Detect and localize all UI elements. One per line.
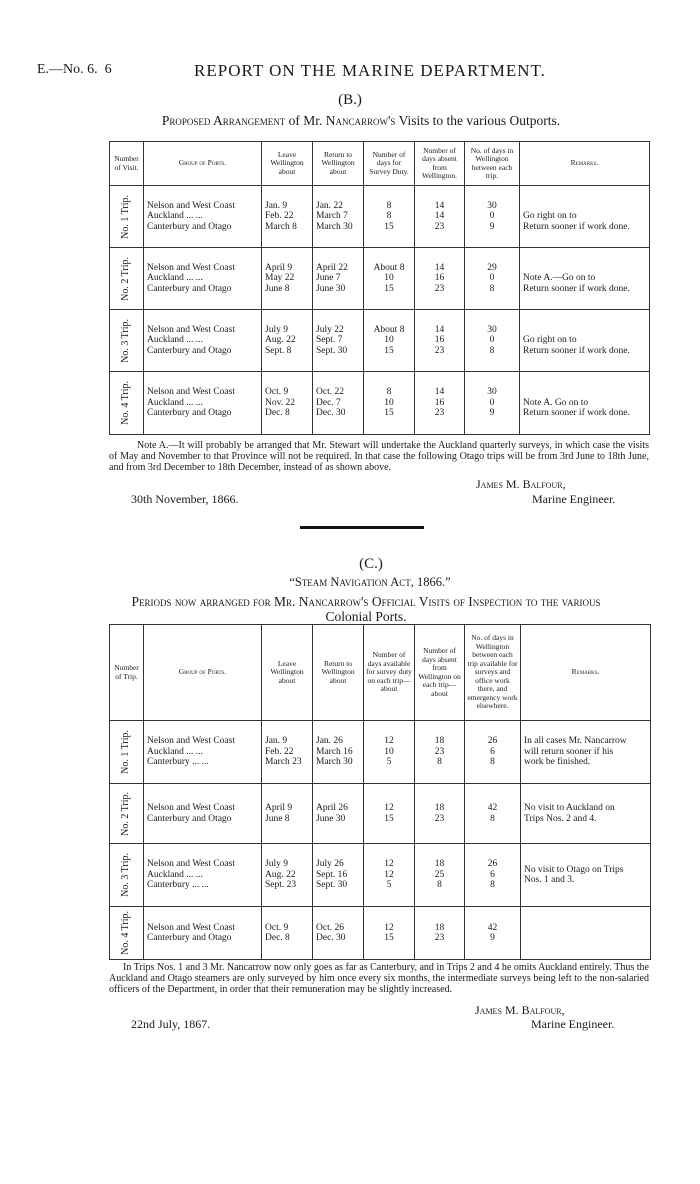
cell-absent <box>415 310 465 372</box>
cell-absent <box>415 784 465 844</box>
cell-between <box>465 907 521 960</box>
cell-survey <box>364 186 415 248</box>
return-line: March 7 <box>316 211 348 222</box>
ports-line: Nelson and West Coast <box>147 200 235 211</box>
ports-line: Canterbury and Otago <box>147 345 232 356</box>
cell-leave <box>262 186 313 248</box>
leave-line: Jan. 9 <box>265 736 288 747</box>
heading-part: of Mr. <box>288 113 323 128</box>
leave-line: July 9 <box>265 859 288 870</box>
cell-between <box>465 186 520 248</box>
absent-line: 14 <box>434 211 445 222</box>
cell-return <box>313 310 364 372</box>
survey-line: About 8 <box>373 262 405 273</box>
absent-line: 18 <box>434 859 445 870</box>
remarks-line <box>523 201 646 212</box>
cell-return <box>313 372 364 435</box>
column-header: Number of days absent from Wellington. <box>415 142 465 186</box>
leave-line: April 9 <box>265 262 293 273</box>
survey-line: 12 <box>384 736 394 747</box>
ports-line: Nelson and West Coast <box>147 387 235 398</box>
cell-ports <box>144 721 262 784</box>
survey-line: 15 <box>384 933 394 943</box>
column-header: Number of Trip. <box>110 625 144 721</box>
survey-line: 12 <box>384 922 394 933</box>
absent-line: 16 <box>434 335 445 346</box>
return-line: March 30 <box>316 757 353 768</box>
survey-line: 8 <box>386 200 392 211</box>
return-line: Sept. 16 <box>316 869 348 880</box>
table-row <box>110 844 651 907</box>
column-header: Remarks. <box>521 625 651 721</box>
between-line: 9 <box>490 933 495 943</box>
cell-return <box>313 248 364 310</box>
absent-line: 8 <box>437 757 442 768</box>
ports-line: Nelson and West Coast <box>147 922 235 933</box>
remarks-line: Go right on to <box>523 335 577 346</box>
return-line: July 22 <box>316 324 344 335</box>
cell-survey <box>364 310 415 372</box>
separator-rule <box>300 526 424 529</box>
cell-survey <box>364 372 415 435</box>
absent-line: 23 <box>434 221 445 232</box>
cell-survey <box>364 721 415 784</box>
cell-return <box>313 784 364 844</box>
cell-survey <box>364 248 415 310</box>
remarks-line <box>524 933 647 944</box>
between-line: 29 <box>487 262 497 273</box>
survey-line: 15 <box>384 813 394 824</box>
table-row <box>110 186 650 248</box>
survey-line: 5 <box>386 880 392 891</box>
absent-line: 8 <box>437 880 442 891</box>
cell-remarks <box>520 310 650 372</box>
between-line: 26 <box>487 859 498 870</box>
return-line: Dec. 7 <box>316 397 341 408</box>
leave-line: Sept. 23 <box>265 880 297 891</box>
absent-line: 14 <box>434 200 445 211</box>
leave-line: Dec. 8 <box>265 933 290 943</box>
column-header: Group of Ports. <box>144 625 262 721</box>
return-line: Jan. 22 <box>316 200 343 211</box>
cell-survey <box>364 844 415 907</box>
cell-survey <box>364 907 415 960</box>
remarks-line <box>523 387 646 398</box>
absent-line: 23 <box>434 345 445 356</box>
ports-line: Nelson and West Coast <box>147 803 235 813</box>
absent-line: 23 <box>434 408 445 419</box>
section-c-heading-line2: Colonial Ports. <box>325 609 407 624</box>
column-header: Return to Wellington about <box>313 142 364 186</box>
ports-line: Nelson and West Coast <box>147 859 235 870</box>
table-row <box>110 907 651 960</box>
between-line: 6 <box>490 869 495 880</box>
absent-line: 14 <box>434 324 445 335</box>
remarks-line: Note A.—Go on to <box>523 273 596 284</box>
between-line: 8 <box>489 345 495 356</box>
survey-line: 12 <box>384 869 394 880</box>
trip-number <box>110 186 144 248</box>
signer-title: Marine Engineer. <box>532 492 616 506</box>
cell-leave <box>262 721 313 784</box>
cell-ports <box>144 907 262 960</box>
cell-remarks <box>520 248 650 310</box>
between-line: 6 <box>490 746 495 757</box>
trip-label: No. 3 Trip. <box>120 318 132 363</box>
column-header: Group of Ports. <box>144 142 262 186</box>
return-line: July 26 <box>316 859 344 870</box>
remarks-line: Return sooner if work done. <box>523 221 630 232</box>
survey-line: 15 <box>384 408 394 419</box>
leave-line: Sept. 8 <box>265 345 292 356</box>
between-line: 42 <box>487 922 498 933</box>
trip-number <box>110 310 144 372</box>
cell-between <box>465 784 521 844</box>
leave-line: July 9 <box>265 324 288 335</box>
leave-line: Aug. 22 <box>265 869 296 880</box>
ports-line: Canterbury and Otago <box>147 408 232 419</box>
between-line: 8 <box>490 757 495 768</box>
ports-line: Auckland ... ... <box>147 869 203 880</box>
absent-line: 23 <box>434 933 445 943</box>
cell-ports <box>144 310 262 372</box>
remarks-line: work be finished. <box>524 757 591 768</box>
between-line: 0 <box>489 211 495 222</box>
cell-leave <box>262 784 313 844</box>
between-line: 8 <box>489 283 495 294</box>
absent-line: 23 <box>434 283 445 294</box>
signer-name: James M. Balfour, <box>476 477 566 491</box>
cell-ports <box>144 844 262 907</box>
absent-line: 23 <box>434 813 445 824</box>
heading-part: Nancarrow's <box>325 113 396 128</box>
cell-ports <box>144 372 262 435</box>
section-c-date: 22nd July, 1867. <box>131 1017 211 1031</box>
cell-between <box>465 248 520 310</box>
survey-line: 12 <box>384 803 394 813</box>
cell-remarks <box>520 372 650 435</box>
table-row <box>110 248 650 310</box>
survey-line: 10 <box>384 746 394 757</box>
column-header: Number of Visit. <box>110 142 144 186</box>
survey-line: 10 <box>384 397 394 408</box>
trip-label: No. 3 Trip. <box>120 853 132 897</box>
cell-absent <box>415 372 465 435</box>
ports-line: Canterbury and Otago <box>147 933 232 943</box>
ports-line: Nelson and West Coast <box>147 736 235 747</box>
absent-line: 16 <box>434 397 445 408</box>
leave-line: Nov. 22 <box>265 397 295 408</box>
remarks-line: Nos. 1 and 3. <box>524 875 575 885</box>
survey-line: 15 <box>384 345 394 356</box>
section-c-label: (C.) <box>359 556 383 572</box>
cell-remarks <box>521 844 651 907</box>
ports-line: Canterbury and Otago <box>147 813 232 824</box>
trip-label: No. 1 Trip. <box>120 730 132 774</box>
remarks-line: Return sooner if work done. <box>523 283 630 294</box>
absent-line: 14 <box>434 387 445 398</box>
survey-line: 8 <box>386 211 392 222</box>
trip-number <box>110 721 144 784</box>
ports-line: Canterbury and Otago <box>147 221 232 232</box>
leave-line: Oct. 9 <box>265 387 289 398</box>
leave-line: Jan. 9 <box>265 200 288 211</box>
cell-return <box>313 721 364 784</box>
remarks-line: No visit to Auckland on <box>524 803 615 813</box>
cell-leave <box>262 372 313 435</box>
absent-line: 16 <box>434 273 445 284</box>
section-c-note: In Trips Nos. 1 and 3 Mr. Nancarrow now only goes as far as Canterbury, and in Trips 2 and 4 he omits Auckland entirely. Thus the Auckland and Otago steamers are only surveyed by him once every six months, the intermediate surveys being left to the non-salaried officers of the Department, in order that their remuneration may be slightly increased. <box>109 962 649 995</box>
visits-table <box>109 141 650 435</box>
ports-line: Canterbury and Otago <box>147 283 232 294</box>
cell-absent <box>415 248 465 310</box>
trip-label: No. 4 Trip. <box>120 381 132 425</box>
cell-between <box>465 844 521 907</box>
return-line: Sept. 7 <box>316 335 343 346</box>
cell-absent <box>415 721 465 784</box>
leave-line: May 22 <box>265 273 295 284</box>
leave-line: March 8 <box>265 221 297 232</box>
between-line: 8 <box>490 813 495 824</box>
table-row <box>110 310 650 372</box>
ports-line: Auckland ... ... <box>147 746 203 757</box>
trip-label: No. 2 Trip. <box>120 256 132 301</box>
trip-label: No. 2 Trip. <box>120 791 132 836</box>
leave-line: Feb. 22 <box>265 746 294 757</box>
trip-number <box>110 907 144 960</box>
cell-leave <box>262 310 313 372</box>
leave-line: June 8 <box>265 813 290 824</box>
trip-label: No. 4 Trip. <box>120 911 132 955</box>
remarks-line: Return sooner if work done. <box>523 408 630 419</box>
page-number: 6 <box>104 62 112 77</box>
cell-return <box>313 907 364 960</box>
between-line: 42 <box>487 803 498 813</box>
column-header: Number of days absent from Wellington on each trip—about <box>415 625 465 721</box>
absent-line: 18 <box>434 736 445 747</box>
section-b-label: (B.) <box>338 92 362 108</box>
remarks-line: Return sooner if work done. <box>523 345 630 356</box>
cell-absent <box>415 907 465 960</box>
return-line: Sept. 30 <box>316 345 348 356</box>
leave-line: March 23 <box>265 757 302 768</box>
leave-line: June 8 <box>265 283 290 294</box>
signer-title: Marine Engineer. <box>531 1017 615 1031</box>
survey-line: 12 <box>384 859 394 870</box>
ports-line: Nelson and West Coast <box>147 324 235 335</box>
ports-line: Auckland ... ... <box>147 273 203 284</box>
cell-remarks <box>521 721 651 784</box>
leave-line: Oct. 9 <box>265 922 289 933</box>
column-header: Number of days available for survey duty on each trip—about <box>364 625 415 721</box>
page-title: REPORT ON THE MARINE DEPARTMENT. <box>194 61 546 80</box>
remarks-line: Go right on to <box>523 211 577 222</box>
cell-return <box>313 186 364 248</box>
absent-line: 18 <box>434 922 445 933</box>
report-number: E.—No. 6. <box>37 62 98 77</box>
remarks-line <box>524 923 647 934</box>
return-line: Oct. 26 <box>316 922 344 933</box>
absent-line: 25 <box>434 869 445 880</box>
table-row <box>110 721 651 784</box>
column-header: Return to Wellington about <box>313 625 364 721</box>
survey-line: 10 <box>384 273 394 284</box>
ports-line: Nelson and West Coast <box>147 262 235 273</box>
cell-return <box>313 844 364 907</box>
return-line: Jan. 26 <box>316 736 343 747</box>
between-line: 30 <box>487 387 497 398</box>
cell-ports <box>144 784 262 844</box>
survey-line: 10 <box>384 335 394 346</box>
return-line: Dec. 30 <box>316 408 346 419</box>
leave-line: April 9 <box>265 803 293 813</box>
return-line: Sept. 30 <box>316 880 348 891</box>
heading-part: Visits to the various Outports. <box>398 113 561 128</box>
section-b-heading <box>0 113 700 129</box>
between-line: 0 <box>489 397 495 408</box>
between-line: 30 <box>487 324 497 335</box>
trip-number <box>110 844 144 907</box>
table-row <box>110 372 650 435</box>
absent-line: 23 <box>434 746 445 757</box>
leave-line: Aug. 22 <box>265 335 296 346</box>
survey-line: 15 <box>384 221 394 232</box>
remarks-line: No visit to Otago on Trips <box>524 864 624 875</box>
ports-line: Canterbury ... ... <box>147 880 209 891</box>
cell-remarks <box>521 784 651 844</box>
absent-line: 14 <box>434 262 445 273</box>
between-line: 0 <box>489 335 495 346</box>
inspection-table <box>109 624 651 960</box>
remarks-line: will return sooner if his <box>524 746 614 757</box>
between-line: 8 <box>490 880 495 891</box>
return-line: March 30 <box>316 221 353 232</box>
return-line: March 16 <box>316 746 353 757</box>
trip-number <box>110 372 144 435</box>
ports-line: Auckland ... ... <box>147 397 203 408</box>
remarks-line <box>523 325 646 336</box>
return-line: June 7 <box>316 273 341 284</box>
column-header: No. of days in Wellington between each trip. <box>465 142 520 186</box>
table-row <box>110 784 651 844</box>
remarks-line <box>523 263 646 274</box>
cell-absent <box>415 844 465 907</box>
section-c-heading-line1: Periods now arranged for Mr. Nancarrow's Official Visits of Inspection to the various <box>131 594 601 609</box>
return-line: April 26 <box>316 803 348 813</box>
column-header: No. of days in Wellington between each trip available for surveys and office work there, and emergency work elsewhere. <box>465 625 521 721</box>
between-line: 9 <box>489 408 495 419</box>
column-header: Remarks. <box>520 142 650 186</box>
between-line: 0 <box>489 273 495 284</box>
survey-line: About 8 <box>373 324 405 335</box>
cell-ports <box>144 186 262 248</box>
leave-line: Dec. 8 <box>265 408 290 419</box>
ports-line: Auckland ... ... <box>147 335 203 346</box>
cell-absent <box>415 186 465 248</box>
section-b-date: 30th November, 1866. <box>131 492 239 506</box>
column-header: Leave Wellington about <box>262 625 313 721</box>
cell-leave <box>262 844 313 907</box>
act-title: “Steam Navigation Act, 1866.” <box>289 575 451 589</box>
ports-line: Auckland ... ... <box>147 211 203 222</box>
survey-line: 15 <box>384 283 394 294</box>
return-line: April 22 <box>316 262 348 273</box>
remarks-line: Trips Nos. 2 and 4. <box>524 813 597 824</box>
between-line: 9 <box>489 221 495 232</box>
cell-between <box>465 721 521 784</box>
cell-leave <box>262 907 313 960</box>
cell-remarks <box>520 186 650 248</box>
return-line: Oct. 22 <box>316 387 344 398</box>
between-line: 26 <box>487 736 498 747</box>
survey-line: 8 <box>386 387 392 398</box>
cell-between <box>465 372 520 435</box>
trip-label: No. 1 Trip. <box>120 194 132 239</box>
cell-leave <box>262 248 313 310</box>
survey-line: 5 <box>386 757 392 768</box>
return-line: June 30 <box>316 283 346 294</box>
cell-between <box>465 310 520 372</box>
remarks-line: In all cases Mr. Nancarrow <box>524 736 627 747</box>
signer-name: James M. Balfour, <box>475 1003 565 1017</box>
leave-line: Feb. 22 <box>265 211 294 222</box>
cell-survey <box>364 784 415 844</box>
ports-line: Canterbury ... ... <box>147 757 209 768</box>
trip-number <box>110 248 144 310</box>
column-header: Number of days for Survey Duty. <box>364 142 415 186</box>
absent-line: 18 <box>434 803 445 813</box>
cell-remarks <box>521 907 651 960</box>
trip-number <box>110 784 144 844</box>
section-b-note: Note A.—It will probably be arranged that Mr. Stewart will undertake the Auckland quarterly surveys, in which case the visits of May and November to that Province will not be required. In that case the following Otago trips will be from 3rd June to 18th June, and from 3rd December to 18th December, instead of as shown above. <box>109 440 649 473</box>
column-header: Leave Wellington about <box>262 142 313 186</box>
return-line: Dec. 30 <box>316 933 346 943</box>
heading-part: Proposed Arrangement <box>161 113 286 128</box>
return-line: June 30 <box>316 813 346 824</box>
remarks-line: Note A. Go on to <box>523 397 589 408</box>
between-line: 30 <box>487 200 497 211</box>
cell-ports <box>144 248 262 310</box>
